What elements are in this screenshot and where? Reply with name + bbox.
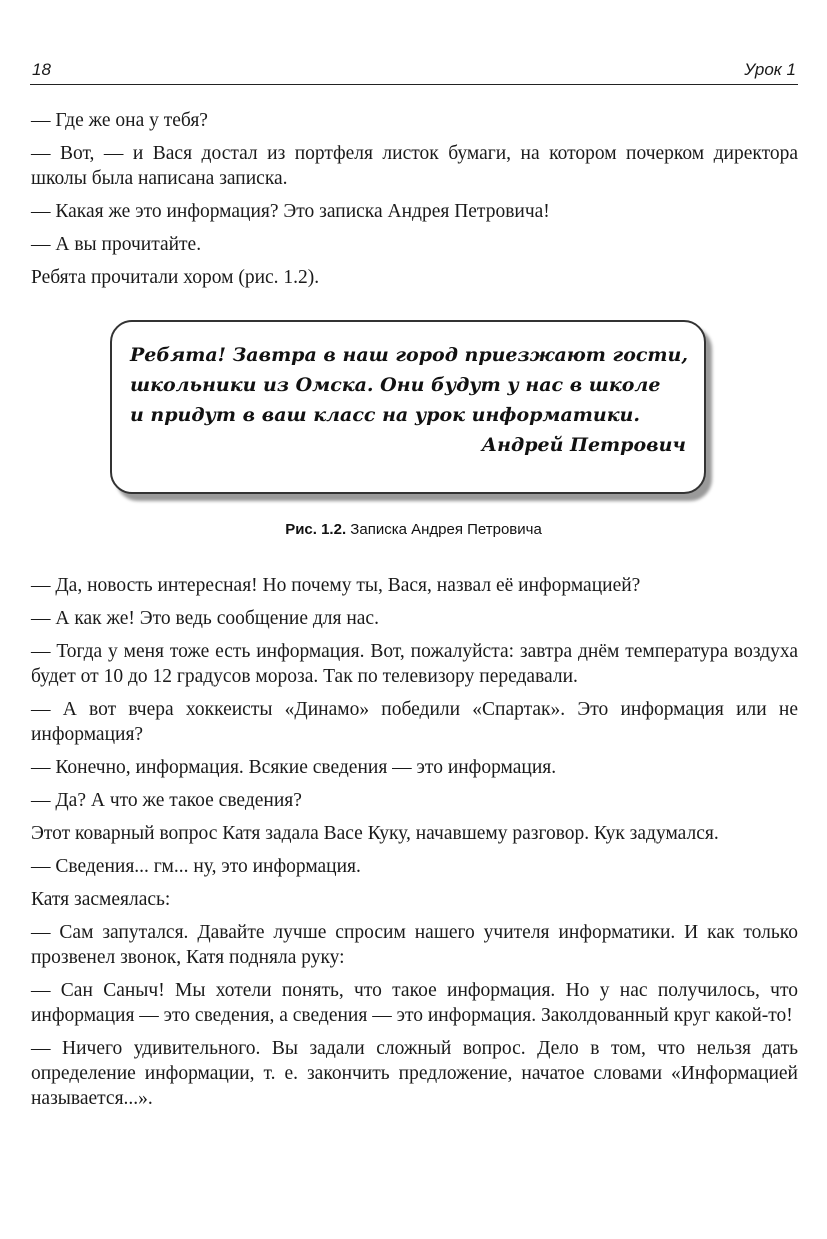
note-line: школьники из Омска. Они будут у нас в школе: [130, 374, 661, 396]
paragraph: — А как же! Это ведь сообщение для нас.: [31, 608, 379, 629]
paragraph: — Тогда у меня тоже есть информация. Вот, пожалуйста: завтра днём температура воздуха будет от 10 до 12 градусов мороза. Так по телевизору передавали.: [31, 641, 798, 687]
paragraph: — Вот, — и Вася достал из портфеля листок бумаги, на котором почерком директора школы была написана записка.: [31, 143, 798, 189]
paragraph: — Да? А что же такое сведения?: [31, 790, 302, 811]
figure-caption: [0, 521, 827, 538]
paragraph: Этот коварный вопрос Катя задала Васе Куку, начавшему разговор. Кук задумался.: [31, 823, 719, 844]
paragraph: Ребята прочитали хором (рис. 1.2).: [31, 267, 320, 288]
paragraph: — А вот вчера хоккеисты «Динамо» победили «Спартак». Это информация или не информация?: [31, 699, 798, 745]
paragraph: — Да, новость интересная! Но почему ты, Вася, назвал её информацией?: [31, 575, 641, 596]
page-header: [30, 58, 798, 85]
paragraph: Катя засмеялась:: [31, 889, 171, 910]
paragraph: — Сам запутался. Давайте лучше спросим нашего учителя информатики. И как только прозвенел звонок, Катя подняла руку:: [31, 922, 798, 968]
text-block-bottom: [31, 573, 798, 1119]
text-block-top: [31, 108, 798, 298]
paragraph: — А вы прочитайте.: [31, 234, 202, 255]
page-number: 18: [32, 60, 51, 79]
note-signature: Андрей Петрович: [481, 434, 686, 456]
paragraph: — Ничего удивительного. Вы задали сложный вопрос. Дело в том, что нельзя дать определение информации, т. е. закончить предложение, начатое словами «Информацией называется...».: [31, 1038, 798, 1109]
handwritten-note-figure: [110, 320, 706, 494]
caption-text: Записка Андрея Петровича: [350, 521, 542, 538]
paragraph: — Сведения... гм... ну, это информация.: [31, 856, 361, 877]
handwritten-note: [130, 340, 690, 460]
paragraph: — Конечно, информация. Всякие сведения — это информация.: [31, 757, 557, 778]
chapter-title: Урок 1: [744, 60, 796, 79]
note-line: Ребята! Завтра в наш город приезжают гости,: [130, 344, 688, 366]
paragraph: — Сан Саныч! Мы хотели понять, что такое информация. Но у нас получилось, что информация — это сведения, а сведения — это информация. Заколдованный круг какой-то!: [31, 980, 798, 1026]
note-line: и придут в ваш класс на урок информатики.: [130, 404, 640, 426]
paragraph: — Где же она у тебя?: [31, 110, 208, 131]
paragraph: — Какая же это информация? Это записка Андрея Петровича!: [31, 201, 550, 222]
caption-label: Рис. 1.2.: [285, 521, 347, 538]
